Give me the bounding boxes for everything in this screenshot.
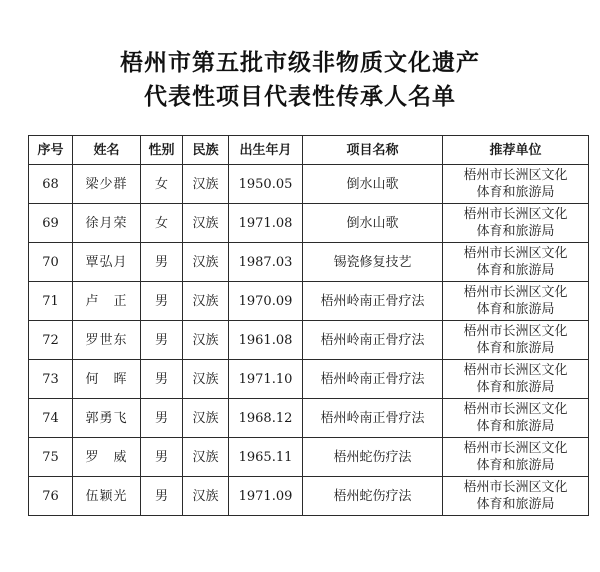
- cell-name: 伍颖光: [73, 477, 141, 516]
- unit-line1: 梧州市长洲区文化: [463, 207, 568, 222]
- cell-project: 倒水山歌: [303, 204, 443, 243]
- table-row: [29, 438, 589, 477]
- cell-birth: 1971.08: [229, 204, 303, 243]
- cell-name: 罗 威: [73, 438, 141, 477]
- unit-line2: 体育和旅游局: [476, 185, 555, 200]
- cell-birth: 1950.05: [229, 165, 303, 204]
- cell-gender: 男: [141, 438, 183, 477]
- unit-line2: 体育和旅游局: [476, 341, 555, 356]
- cell-ethnicity: 汉族: [183, 360, 229, 399]
- cell-no: 73: [29, 360, 73, 399]
- cell-name: 梁少群: [73, 165, 141, 204]
- cell-no: 76: [29, 477, 73, 516]
- unit-line2: 体育和旅游局: [476, 224, 555, 239]
- document-title-line1: 梧州市第五批市级非物质文化遗产: [120, 50, 480, 76]
- cell-ethnicity: 汉族: [183, 204, 229, 243]
- cell-ethnicity: 汉族: [183, 477, 229, 516]
- unit-line1: 梧州市长洲区文化: [463, 402, 568, 417]
- cell-name: 徐月荣: [73, 204, 141, 243]
- cell-gender: 男: [141, 321, 183, 360]
- cell-unit: [443, 243, 589, 282]
- cell-project: 倒水山歌: [303, 165, 443, 204]
- table-row: [29, 282, 589, 321]
- cell-gender: 男: [141, 360, 183, 399]
- cell-unit: [443, 438, 589, 477]
- unit-line2: 体育和旅游局: [476, 497, 555, 512]
- cell-no: 74: [29, 399, 73, 438]
- cell-gender: 男: [141, 243, 183, 282]
- table-row: [29, 477, 589, 516]
- cell-unit: [443, 360, 589, 399]
- cell-ethnicity: 汉族: [183, 243, 229, 282]
- cell-birth: 1968.12: [229, 399, 303, 438]
- cell-name: 罗世东: [73, 321, 141, 360]
- cell-name: 何 晖: [73, 360, 141, 399]
- cell-unit: [443, 204, 589, 243]
- unit-line1: 梧州市长洲区文化: [463, 285, 568, 300]
- cell-ethnicity: 汉族: [183, 438, 229, 477]
- cell-project: 锡瓷修复技艺: [303, 243, 443, 282]
- cell-no: 72: [29, 321, 73, 360]
- table-row: [29, 321, 589, 360]
- cell-gender: 女: [141, 204, 183, 243]
- cell-birth: 1971.10: [229, 360, 303, 399]
- cell-no: 69: [29, 204, 73, 243]
- unit-line1: 梧州市长洲区文化: [463, 246, 568, 261]
- cell-ethnicity: 汉族: [183, 321, 229, 360]
- cell-ethnicity: 汉族: [183, 165, 229, 204]
- table-row: [29, 243, 589, 282]
- header-project: 项目名称: [303, 136, 443, 165]
- cell-no: 70: [29, 243, 73, 282]
- cell-project: 梧州岭南正骨疗法: [303, 360, 443, 399]
- unit-line1: 梧州市长洲区文化: [463, 480, 568, 495]
- unit-line2: 体育和旅游局: [476, 380, 555, 395]
- cell-name: 卢 正: [73, 282, 141, 321]
- cell-birth: 1987.03: [229, 243, 303, 282]
- unit-line2: 体育和旅游局: [476, 302, 555, 317]
- unit-line1: 梧州市长洲区文化: [463, 168, 568, 183]
- cell-project: 梧州岭南正骨疗法: [303, 399, 443, 438]
- cell-unit: [443, 399, 589, 438]
- cell-no: 75: [29, 438, 73, 477]
- inheritors-table: [28, 135, 589, 516]
- header-name: 姓名: [73, 136, 141, 165]
- header-ethnicity: 民族: [183, 136, 229, 165]
- document-title-line2: 代表性项目代表性传承人名单: [144, 84, 456, 110]
- cell-birth: 1970.09: [229, 282, 303, 321]
- table-row: [29, 360, 589, 399]
- cell-unit: [443, 321, 589, 360]
- unit-line2: 体育和旅游局: [476, 458, 555, 473]
- cell-no: 71: [29, 282, 73, 321]
- header-unit: 推荐单位: [443, 136, 589, 165]
- cell-project: 梧州岭南正骨疗法: [303, 282, 443, 321]
- cell-birth: 1961.08: [229, 321, 303, 360]
- table-row: [29, 165, 589, 204]
- table-header-row: [29, 136, 589, 165]
- cell-unit: [443, 282, 589, 321]
- header-no: 序号: [29, 136, 73, 165]
- cell-ethnicity: 汉族: [183, 399, 229, 438]
- table-row: [29, 204, 589, 243]
- cell-ethnicity: 汉族: [183, 282, 229, 321]
- cell-unit: [443, 165, 589, 204]
- unit-line2: 体育和旅游局: [476, 263, 555, 278]
- cell-project: 梧州岭南正骨疗法: [303, 321, 443, 360]
- unit-line1: 梧州市长洲区文化: [463, 441, 568, 456]
- cell-birth: 1971.09: [229, 477, 303, 516]
- table-row: [29, 399, 589, 438]
- cell-name: 覃弘月: [73, 243, 141, 282]
- header-gender: 性别: [141, 136, 183, 165]
- cell-project: 梧州蛇伤疗法: [303, 438, 443, 477]
- cell-gender: 男: [141, 399, 183, 438]
- cell-birth: 1965.11: [229, 438, 303, 477]
- cell-gender: 女: [141, 165, 183, 204]
- cell-no: 68: [29, 165, 73, 204]
- cell-gender: 男: [141, 477, 183, 516]
- cell-project: 梧州蛇伤疗法: [303, 477, 443, 516]
- unit-line2: 体育和旅游局: [476, 419, 555, 434]
- unit-line1: 梧州市长洲区文化: [463, 363, 568, 378]
- cell-gender: 男: [141, 282, 183, 321]
- cell-unit: [443, 477, 589, 516]
- unit-line1: 梧州市长洲区文化: [463, 324, 568, 339]
- cell-name: 郭勇飞: [73, 399, 141, 438]
- header-birth: 出生年月: [229, 136, 303, 165]
